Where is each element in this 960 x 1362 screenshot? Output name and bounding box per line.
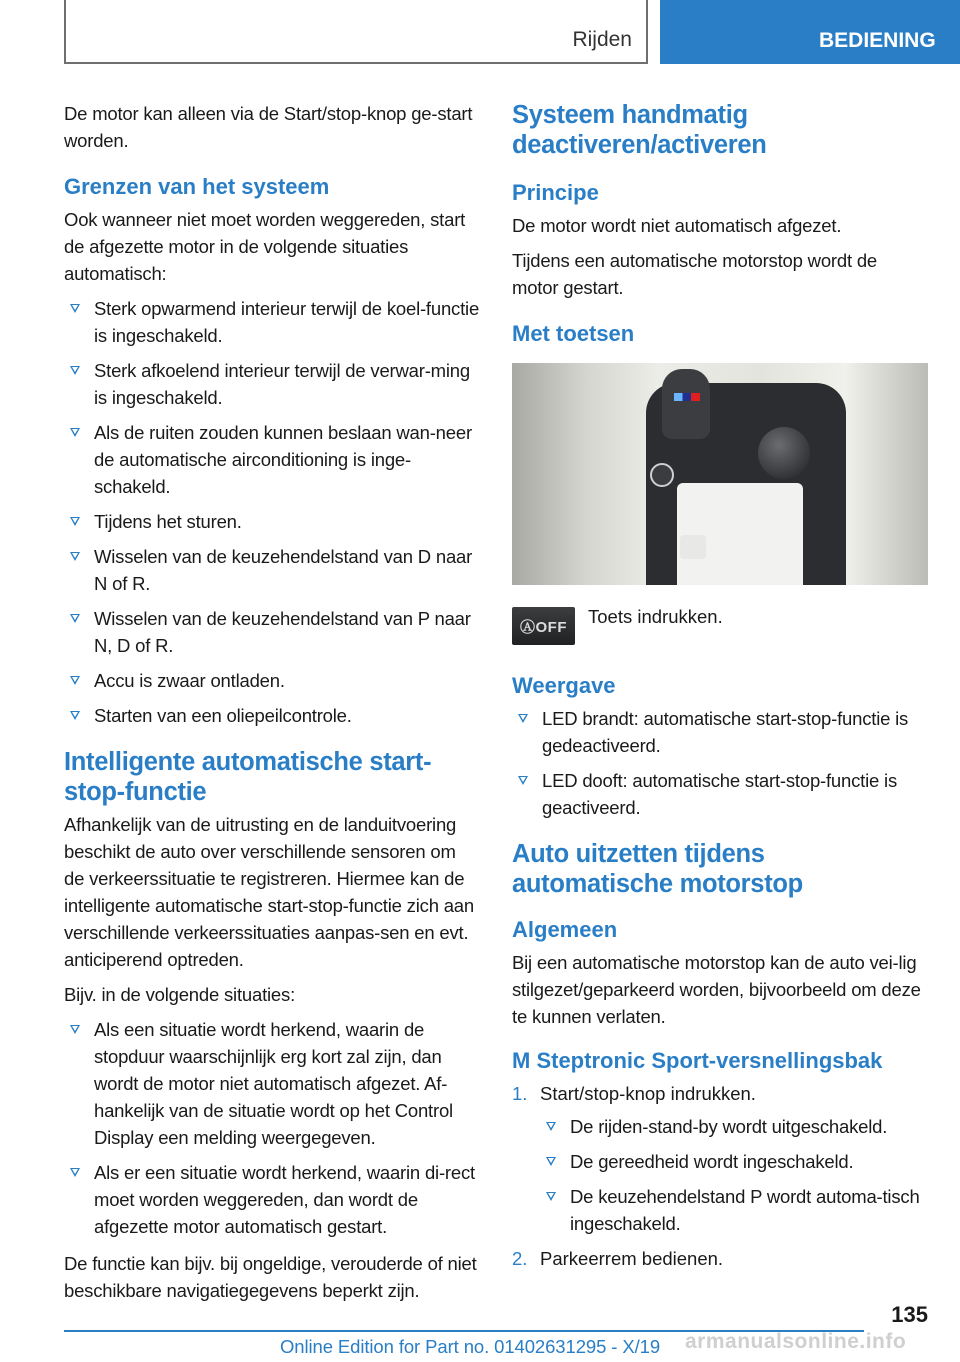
step-number: 1.	[512, 1083, 528, 1104]
triangle-bullet-icon	[546, 1192, 556, 1201]
header-section-box	[64, 0, 648, 64]
center-console-photo	[512, 363, 928, 585]
list-item: Sterk opwarmend interieur terwijl de koel-functie is ingeschakeld.	[64, 295, 480, 349]
grenzen-paragraph: Ook wanneer niet moet worden weggereden, start de afgezette motor in de volgende situaties automatisch:	[64, 209, 466, 284]
situations-list	[64, 1016, 480, 1240]
weergave-heading: Weergave	[512, 673, 616, 698]
footer-edition: Online Edition for Part no. 01402631295 - X/19	[280, 1336, 661, 1357]
button-instruction-row	[512, 607, 928, 649]
header-chapter-tab: BEDIENING	[660, 0, 960, 64]
intelligent-paragraph: Afhankelijk van de uitrusting en de landuitvoering beschikt de auto over verschillende sensoren om de verkeerssituatie te registreren. Hiermee kan de intelligente automatische start-stop-functie zich aan verschillende verkeerssituaties aanpas-sen en evt. anticiperend optreden.	[64, 814, 474, 970]
list-item: De keuzehendelstand P wordt automa-tisch ingeschakeld.	[540, 1183, 928, 1237]
triangle-bullet-icon	[518, 714, 528, 723]
triangle-bullet-icon	[70, 517, 80, 526]
situations-intro: Bijv. in de volgende situaties:	[64, 984, 296, 1005]
toetsen-heading: Met toetsen	[512, 321, 635, 346]
list-item: De gereedheid wordt ingeschakeld.	[540, 1148, 928, 1175]
list-item: Wisselen van de keuzehendelstand van D naar N of R.	[64, 543, 480, 597]
step-item	[512, 1245, 928, 1272]
watermark: armanualsonline.info	[685, 1330, 907, 1353]
m-logo-icon	[674, 393, 700, 401]
header-section-title: Rijden	[572, 28, 632, 51]
triangle-bullet-icon	[70, 1025, 80, 1034]
gear-selector-lever	[662, 369, 710, 439]
right-column	[512, 100, 928, 1278]
triangle-bullet-icon	[70, 304, 80, 313]
step-text: Parkeerrem bedienen.	[540, 1248, 724, 1269]
principe-paragraph-2: Tijdens een automatische motorstop wordt de motor gestart.	[512, 250, 878, 298]
weergave-list	[512, 705, 928, 821]
triangle-bullet-icon	[518, 776, 528, 785]
list-item: Starten van een oliepeilcontrole.	[64, 702, 480, 729]
list-item: LED dooft: automatische start-stop-functie is geactiveerd.	[512, 767, 928, 821]
intelligent-heading: Intelligente automatische start-stop-functie	[64, 748, 432, 806]
step-text: Start/stop-knop indrukken.	[540, 1083, 756, 1104]
list-item: De rijden-stand-by wordt uitgeschakeld.	[540, 1113, 928, 1140]
systeem-heading: Systeem handmatig deactiveren/activeren	[512, 101, 767, 159]
triangle-bullet-icon	[70, 366, 80, 375]
list-item: Tijdens het sturen.	[64, 508, 480, 535]
list-item: Als er een situatie wordt herkend, waarin di-rect moet worden weggereden, dan wordt de afgezette motor automatisch gestart.	[64, 1159, 480, 1240]
list-item: Als de ruiten zouden kunnen beslaan wan-neer de automatische airconditioning is inge-schakeld.	[64, 419, 480, 500]
triangle-bullet-icon	[70, 1168, 80, 1177]
triangle-bullet-icon	[70, 614, 80, 623]
triangle-bullet-icon	[546, 1157, 556, 1166]
step-item	[512, 1080, 928, 1237]
idrive-controller-knob	[758, 427, 810, 479]
steps-list	[512, 1080, 928, 1272]
list-item: Sterk afkoelend interieur terwijl de verwar-ming is ingeschakeld.	[64, 357, 480, 411]
small-button-icon	[680, 535, 706, 559]
step-sublist	[540, 1113, 928, 1237]
auto-start-stop-off-icon: ⒶOFF	[512, 607, 575, 645]
list-item: LED brandt: automatische start-stop-functie is gedeactiveerd.	[512, 705, 928, 759]
intro-paragraph: De motor kan alleen via de Start/stop-knop ge-start worden.	[64, 103, 473, 151]
principe-paragraph-1: De motor wordt niet automatisch afgezet.	[512, 215, 842, 236]
step-number: 2.	[512, 1248, 528, 1269]
triangle-bullet-icon	[546, 1122, 556, 1131]
uitzetten-heading: Auto uitzetten tijdens automatische motorstop	[512, 840, 803, 898]
triangle-bullet-icon	[70, 676, 80, 685]
algemeen-paragraph: Bij een automatische motorstop kan de auto vei-lig stilgezet/geparkeerd worden, bijvoorbeeld om deze te kunnen verlaten.	[512, 952, 921, 1027]
principe-heading: Principe	[512, 180, 599, 205]
start-stop-off-button-icon	[650, 463, 674, 487]
list-item: Wisselen van de keuzehendelstand van P naar N, D of R.	[64, 605, 480, 659]
left-column	[64, 100, 480, 1312]
console-tray	[677, 483, 803, 585]
algemeen-heading: Algemeen	[512, 917, 618, 942]
list-item: Als een situatie wordt herkend, waarin de stopduur waarschijnlijk erg kort zal zijn, dan wordt de motor niet automatisch afgezet. Af-hankelijk van de situatie wordt op het Control Display een melding weergegeven.	[64, 1016, 480, 1151]
grenzen-heading: Grenzen van het systeem	[64, 174, 330, 199]
grenzen-list	[64, 295, 480, 729]
list-item: Accu is zwaar ontladen.	[64, 667, 480, 694]
triangle-bullet-icon	[70, 711, 80, 720]
triangle-bullet-icon	[70, 428, 80, 437]
triangle-bullet-icon	[70, 552, 80, 561]
steptronic-heading: M Steptronic Sport-versnellingsbak	[512, 1048, 883, 1073]
button-instruction-text: Toets indrukken.	[588, 606, 723, 627]
page-number: 135	[891, 1302, 928, 1327]
closing-paragraph: De functie kan bijv. bij ongeldige, verouderde of niet beschikbare navigatiegegevens beperkt zijn.	[64, 1253, 477, 1301]
